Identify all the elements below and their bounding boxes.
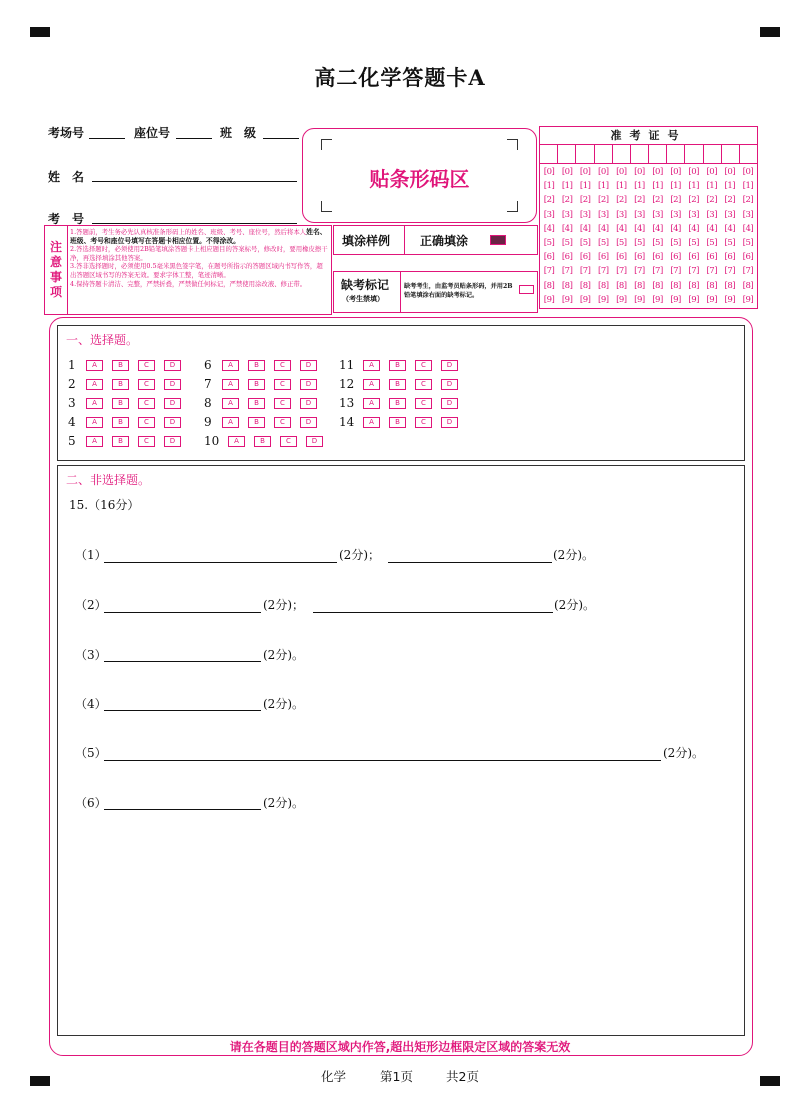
choice-question (68, 414, 190, 430)
ticket-digit-bubble[interactable]: [7] (561, 266, 573, 277)
ticket-digit-bubble[interactable]: [3] (652, 209, 663, 220)
ticket-digit-bubble[interactable]: [1] (616, 181, 627, 192)
option-bubble[interactable]: B (248, 417, 265, 428)
ticket-digit-row (540, 165, 757, 179)
choice-question (68, 433, 190, 449)
part-6-answer[interactable] (104, 809, 261, 810)
ticket-digit-bubble[interactable]: [4] (724, 223, 736, 234)
option-bubble[interactable]: C (138, 379, 155, 390)
ticket-digit-bubble[interactable]: [2] (742, 195, 754, 206)
option-bubble[interactable]: B (254, 436, 271, 447)
ticket-digit-bubble[interactable]: [1] (543, 181, 555, 192)
question-number: 11 (339, 358, 355, 372)
ticket-digit-bubble[interactable]: [5] (561, 237, 573, 248)
ticket-number-grid (539, 126, 758, 309)
question-number: 2 (68, 377, 76, 391)
option-bubble[interactable]: D (441, 360, 458, 371)
ticket-digit-bubble[interactable]: [0] (598, 167, 609, 177)
ticket-digit-bubble[interactable]: [2] (561, 195, 573, 206)
ticket-digit-bubble[interactable]: [9] (742, 294, 754, 305)
option-bubble[interactable]: D (441, 379, 458, 390)
ticket-digit-bubble[interactable]: [0] (670, 167, 681, 177)
ticket-digit-bubble[interactable]: [5] (598, 237, 609, 248)
option-bubble[interactable]: C (138, 417, 155, 428)
ticket-digit-bubble[interactable]: [7] (670, 266, 681, 277)
ticket-digit-bubble[interactable]: [5] (670, 237, 681, 248)
ticket-digit-bubble[interactable]: [1] (598, 181, 609, 192)
section-2-title: 二、非选择题。 (66, 473, 151, 487)
footer-subject: 化学 (321, 1069, 347, 1084)
option-bubble[interactable]: C (274, 379, 291, 390)
question-number: 4 (68, 415, 76, 429)
ticket-digit-row (540, 222, 757, 236)
question-number: 8 (204, 396, 212, 410)
seat-field[interactable] (176, 138, 212, 139)
choice-question (339, 357, 467, 373)
part-3-label: （3） (75, 648, 107, 662)
ticket-digit-bubble[interactable]: [4] (670, 223, 681, 234)
ticket-digit-bubble[interactable]: [6] (670, 252, 681, 263)
notice-label-char: 意 (49, 255, 62, 269)
ticket-digit-bubble[interactable]: [0] (706, 167, 718, 177)
ticket-digit-bubble[interactable]: [6] (543, 252, 555, 263)
ticket-digit-bubble[interactable]: [1] (688, 181, 699, 192)
ticket-digit-bubble[interactable]: [6] (724, 252, 736, 263)
corner-mark-tr (507, 139, 518, 150)
ticket-digit-bubble[interactable]: [9] (579, 294, 591, 305)
ticket-digit-bubble[interactable]: [4] (561, 223, 573, 234)
ticket-digit-bubble[interactable]: [4] (652, 223, 663, 234)
footer-page-number: 第1页 (380, 1069, 413, 1084)
ticket-digit-bubble[interactable]: [1] (670, 181, 681, 192)
exam-room-field[interactable] (89, 138, 125, 139)
ticket-digit-bubble[interactable]: [9] (724, 294, 736, 305)
ticket-digit-bubble[interactable]: [4] (706, 223, 718, 234)
ticket-digit-bubble[interactable]: [2] (670, 195, 681, 206)
choice-question (339, 376, 467, 392)
ticket-digit-bubble[interactable]: [2] (616, 195, 627, 206)
fill-sample-box (333, 225, 538, 255)
class-field[interactable] (263, 138, 299, 139)
question-number: 9 (204, 415, 212, 429)
ticket-digit-bubble[interactable]: [2] (598, 195, 609, 206)
ticket-digit-bubble[interactable]: [0] (688, 167, 699, 177)
ticket-digit-bubble[interactable]: [5] (634, 237, 645, 248)
ticket-digit-bubble[interactable]: [1] (652, 181, 663, 192)
barcode-area-label: 贴条形码区 (369, 167, 470, 191)
ticket-digit-bubble[interactable]: [8] (724, 280, 736, 291)
ticket-digit-bubble[interactable]: [4] (634, 223, 645, 234)
correct-fill-example (490, 235, 506, 245)
question-number: 5 (68, 434, 76, 448)
ticket-digit-bubble[interactable]: [1] (724, 181, 736, 192)
corner-mark-bl (321, 201, 332, 212)
notice-item-1: 1.答题前，考生务必先认真核准条形码上的姓名、班级、考号、座位号，然后将本人 (70, 228, 307, 236)
part-5-answer[interactable] (104, 760, 661, 761)
part-2-score-a: (2分)； (263, 598, 304, 612)
ticket-digit-bubble[interactable]: [4] (543, 223, 555, 234)
ticket-digit-row (540, 193, 757, 207)
option-bubble[interactable]: D (300, 417, 317, 428)
ticket-digit-bubble[interactable]: [6] (616, 252, 627, 263)
part-3-score: (2分)。 (263, 648, 304, 662)
choice-question (204, 357, 326, 373)
ticket-digit-bubble[interactable]: [5] (706, 237, 718, 248)
ticket-digit-bubble[interactable]: [8] (706, 280, 718, 291)
ticket-digit-bubble[interactable]: [9] (616, 294, 627, 305)
ticket-digit-bubble[interactable]: [2] (634, 195, 645, 206)
ticket-digit-bubble[interactable]: [6] (652, 252, 663, 263)
option-bubble[interactable]: C (138, 360, 155, 371)
option-bubble[interactable]: D (164, 379, 181, 390)
ticket-digit-bubble[interactable]: [5] (724, 237, 736, 248)
option-bubble[interactable]: B (112, 379, 129, 390)
ticket-digit-bubble[interactable]: [3] (634, 209, 645, 220)
ticket-digit-bubble[interactable]: [6] (634, 252, 645, 263)
ticket-digit-bubble[interactable]: [3] (561, 209, 573, 220)
option-bubble[interactable]: C (415, 398, 432, 409)
ticket-digit-bubble[interactable]: [7] (634, 266, 645, 277)
part-2-label: （2） (75, 598, 107, 612)
choice-question (339, 395, 467, 411)
notice-box (44, 225, 332, 315)
option-bubble[interactable]: D (300, 360, 317, 371)
corner-mark-tl (321, 139, 332, 150)
option-bubble[interactable]: B (389, 417, 406, 428)
ticket-digit-bubble[interactable]: [0] (579, 167, 591, 177)
part-2-answer-a[interactable] (104, 612, 261, 613)
absent-mark-checkbox[interactable] (519, 285, 534, 294)
part-4-label: （4） (75, 697, 107, 711)
option-bubble[interactable]: B (248, 360, 265, 371)
ticket-digit-bubble[interactable]: [2] (652, 195, 663, 206)
multiple-choice-section (57, 325, 745, 461)
registration-mark-bottom-right (760, 1076, 780, 1086)
choice-question (68, 376, 190, 392)
option-bubble[interactable]: A (363, 379, 380, 390)
part-5-label: （5） (75, 746, 107, 760)
ticket-digit-bubble[interactable]: [9] (598, 294, 609, 305)
absent-mark-box (333, 271, 538, 313)
ticket-digit-bubble[interactable]: [9] (543, 294, 555, 305)
question-number: 13 (339, 396, 355, 410)
ticket-digit-bubble[interactable]: [8] (634, 280, 645, 291)
ticket-digit-bubble[interactable]: [9] (688, 294, 699, 305)
ticket-digit-bubble[interactable]: [8] (616, 280, 627, 291)
ticket-digit-bubble[interactable]: [7] (616, 266, 627, 277)
choice-question (204, 433, 332, 449)
choice-question (339, 414, 467, 430)
name-field[interactable] (92, 181, 297, 182)
ticket-digit-bubble[interactable]: [6] (688, 252, 699, 263)
ticket-digit-bubble[interactable]: [8] (579, 280, 591, 291)
option-bubble[interactable]: B (112, 360, 129, 371)
part-6-score: (2分)。 (263, 796, 304, 810)
ticket-digit-bubble[interactable]: [3] (579, 209, 591, 220)
option-bubble[interactable]: A (363, 398, 380, 409)
registration-mark-top-left (30, 27, 50, 37)
ticket-digit-bubble[interactable]: [2] (724, 195, 736, 206)
notice-text (70, 228, 328, 288)
ticket-digit-bubble[interactable]: [3] (724, 209, 736, 220)
part-3-answer[interactable] (104, 661, 261, 662)
notice-label (45, 226, 68, 314)
option-bubble[interactable]: D (306, 436, 323, 447)
option-bubble[interactable]: D (164, 417, 181, 428)
ticket-digit-bubble[interactable]: [0] (724, 167, 736, 177)
ticket-digit-bubble[interactable]: [8] (670, 280, 681, 291)
question-number: 12 (339, 377, 355, 391)
option-bubble[interactable]: B (248, 398, 265, 409)
ticket-digit-bubble[interactable]: [2] (688, 195, 699, 206)
option-bubble[interactable]: A (222, 417, 239, 428)
option-bubble[interactable]: B (112, 417, 129, 428)
footer-total-pages: 共2页 (446, 1069, 479, 1084)
option-bubble[interactable]: C (415, 379, 432, 390)
ticket-digit-bubble[interactable]: [5] (543, 237, 555, 248)
ticket-digit-bubble[interactable]: [0] (616, 167, 627, 177)
ticket-digit-bubble[interactable]: [8] (543, 280, 555, 291)
option-bubble[interactable]: C (280, 436, 297, 447)
ticket-digit-bubble[interactable]: [7] (688, 266, 699, 277)
option-bubble[interactable]: A (86, 360, 103, 371)
ticket-digit-bubble[interactable]: [3] (598, 209, 609, 220)
part-6-label: （6） (75, 796, 107, 810)
question-number: 3 (68, 396, 76, 410)
ticket-digit-bubble[interactable]: [7] (742, 266, 754, 277)
ticket-digit-row (540, 208, 757, 222)
ticket-digit-bubble[interactable]: [6] (561, 252, 573, 263)
ticket-digit-bubbles[interactable] (540, 165, 757, 307)
non-choice-section (57, 465, 745, 1036)
ticket-digit-row (540, 250, 757, 264)
ticket-digit-row (540, 236, 757, 250)
option-bubble[interactable]: A (222, 379, 239, 390)
option-bubble[interactable]: A (222, 398, 239, 409)
notice-item-1-bold: 姓名、班级、考号和座位号填写在答题卡相应位置。不得涂改。 (70, 228, 327, 245)
ticket-digit-bubble[interactable]: [7] (543, 266, 555, 277)
part-4-answer[interactable] (104, 710, 261, 711)
choice-question (204, 376, 326, 392)
ticket-digit-bubble[interactable]: [1] (634, 181, 645, 192)
part-5-score: (2分)。 (663, 746, 704, 760)
ticket-digit-bubble[interactable]: [3] (543, 209, 555, 220)
class-label: 班 级 (220, 126, 257, 140)
exam-room-label: 考场号 (48, 126, 85, 140)
barcode-area (302, 128, 537, 223)
fill-sample-label: 填涂样例 (342, 234, 391, 248)
exam-no-field[interactable] (92, 223, 297, 224)
option-bubble[interactable]: C (138, 398, 155, 409)
option-bubble[interactable]: D (441, 398, 458, 409)
notice-label-char: 注 (49, 240, 62, 254)
ticket-number-input-cells[interactable] (540, 145, 757, 164)
ticket-digit-bubble[interactable]: [1] (579, 181, 591, 192)
answer-area-warning: 请在各题目的答题区域内作答,超出矩形边框限定区域的答案无效 (229, 1040, 571, 1054)
ticket-digit-bubble[interactable]: [5] (688, 237, 699, 248)
ticket-digit-bubble[interactable]: [9] (652, 294, 663, 305)
section-1-title: 一、选择题。 (66, 333, 139, 347)
ticket-digit-row (540, 293, 757, 307)
option-bubble[interactable]: C (274, 398, 291, 409)
ticket-digit-bubble[interactable]: [7] (652, 266, 663, 277)
option-bubble[interactable]: C (138, 436, 155, 447)
ticket-digit-bubble[interactable]: [1] (561, 181, 573, 192)
ticket-digit-bubble[interactable]: [0] (742, 167, 754, 177)
part-2-score-b: (2分)。 (554, 598, 595, 612)
option-bubble[interactable]: B (248, 379, 265, 390)
ticket-digit-bubble[interactable]: [8] (742, 280, 754, 291)
choice-question (68, 357, 190, 373)
absent-mark-label: 缺考标记 (341, 278, 390, 292)
ticket-digit-bubble[interactable]: [6] (742, 252, 754, 263)
ticket-digit-bubble[interactable]: [0] (543, 167, 555, 177)
question-number: 7 (204, 377, 212, 391)
part-1-score-a: (2分)； (339, 548, 380, 562)
ticket-digit-bubble[interactable]: [6] (579, 252, 591, 263)
ticket-digit-bubble[interactable]: [5] (652, 237, 663, 248)
name-label: 姓 名 (48, 170, 85, 184)
ticket-digit-bubble[interactable]: [0] (652, 167, 663, 177)
option-bubble[interactable]: C (415, 360, 432, 371)
ticket-digit-bubble[interactable]: [9] (706, 294, 718, 305)
ticket-digit-bubble[interactable]: [5] (616, 237, 627, 248)
part-1-answer-a[interactable] (104, 562, 337, 563)
ticket-digit-bubble[interactable]: [4] (616, 223, 627, 234)
ticket-digit-bubble[interactable]: [5] (742, 237, 754, 248)
registration-mark-bottom-left (30, 1076, 50, 1086)
ticket-digit-bubble[interactable]: [2] (579, 195, 591, 206)
notice-item-2: 2.答选择题时，必须使用2B铅笔填涂答题卡上相应题目的答案标号，修改时，要用橡皮擦干净，再选择填涂其他答案。 (70, 245, 328, 262)
seat-label: 座位号 (134, 126, 171, 140)
ticket-digit-bubble[interactable]: [9] (670, 294, 681, 305)
option-bubble[interactable]: B (389, 398, 406, 409)
ticket-digit-bubble[interactable]: [0] (634, 167, 645, 177)
notice-label-char: 事 (49, 270, 62, 284)
ticket-number-title: 准考证号 (540, 127, 757, 145)
ticket-digit-bubble[interactable]: [8] (688, 280, 699, 291)
ticket-digit-bubble[interactable]: [8] (652, 280, 663, 291)
option-bubble[interactable]: C (274, 360, 291, 371)
part-2-answer-b[interactable] (313, 612, 553, 613)
ticket-digit-bubble[interactable]: [3] (670, 209, 681, 220)
question-number: 14 (339, 415, 355, 429)
option-bubble[interactable]: D (441, 417, 458, 428)
ticket-digit-bubble[interactable]: [2] (706, 195, 718, 206)
ticket-digit-bubble[interactable]: [2] (543, 195, 555, 206)
exam-no-label: 考 号 (48, 212, 85, 226)
absent-mark-sublabel: （考生禁填） (342, 294, 384, 303)
ticket-digit-bubble[interactable]: [7] (579, 266, 591, 277)
option-bubble[interactable]: A (222, 360, 239, 371)
question-number: 1 (68, 358, 76, 372)
option-bubble[interactable]: A (86, 398, 103, 409)
page-title: 高二化学答题卡A (314, 65, 486, 90)
option-bubble[interactable]: A (363, 360, 380, 371)
option-bubble[interactable]: B (389, 379, 406, 390)
ticket-digit-bubble[interactable]: [7] (724, 266, 736, 277)
question-number: 6 (204, 358, 212, 372)
ticket-digit-bubble[interactable]: [7] (598, 266, 609, 277)
ticket-digit-bubble[interactable]: [0] (561, 167, 573, 177)
ticket-digit-bubble[interactable]: [3] (688, 209, 699, 220)
absent-mark-description: 缺考考生，由监考员贴条形码，并用2B铅笔填涂右面的缺考标记。 (404, 283, 513, 299)
corner-mark-br (507, 201, 518, 212)
ticket-digit-bubble[interactable]: [4] (688, 223, 699, 234)
option-bubble[interactable]: D (164, 360, 181, 371)
question-number: 10 (204, 434, 220, 448)
option-bubble[interactable]: A (86, 436, 103, 447)
ticket-digit-row (540, 179, 757, 193)
ticket-digit-bubble[interactable]: [6] (706, 252, 718, 263)
ticket-digit-bubble[interactable]: [9] (634, 294, 645, 305)
part-1-score-b: (2分)。 (553, 548, 594, 562)
part-4-score: (2分)。 (263, 697, 304, 711)
ticket-digit-bubble[interactable]: [1] (742, 181, 754, 192)
ticket-digit-bubble[interactable]: [3] (742, 209, 754, 220)
option-bubble[interactable]: B (112, 436, 129, 447)
option-bubble[interactable]: D (164, 436, 181, 447)
ticket-digit-row (540, 279, 757, 293)
ticket-digit-bubble[interactable]: [7] (706, 266, 718, 277)
correct-fill-label: 正确填涂 (420, 234, 469, 248)
part-1-answer-b[interactable] (388, 562, 552, 563)
ticket-digit-row (540, 264, 757, 278)
ticket-digit-bubble[interactable]: [4] (579, 223, 591, 234)
option-bubble[interactable]: C (274, 417, 291, 428)
ticket-digit-bubble[interactable]: [4] (742, 223, 754, 234)
option-bubble[interactable]: A (363, 417, 380, 428)
option-bubble[interactable]: B (389, 360, 406, 371)
choice-question (68, 395, 190, 411)
ticket-digit-bubble[interactable]: [4] (598, 223, 609, 234)
option-bubble[interactable]: D (300, 398, 317, 409)
option-bubble[interactable]: A (228, 436, 245, 447)
notice-label-char: 项 (49, 285, 62, 299)
ticket-digit-bubble[interactable]: [3] (706, 209, 718, 220)
notice-item-4: 4.保持答题卡清洁、完整，严禁折叠，严禁做任何标记，严禁使用涂改液、修正带。 (70, 279, 307, 288)
ticket-digit-bubble[interactable]: [3] (616, 209, 627, 220)
option-bubble[interactable]: A (86, 417, 103, 428)
option-bubble[interactable]: D (164, 398, 181, 409)
option-bubble[interactable]: A (86, 379, 103, 390)
part-1-label: （1） (75, 548, 107, 562)
ticket-digit-bubble[interactable]: [9] (561, 294, 573, 305)
question-15-title: 15.（16分） (69, 498, 140, 512)
notice-item-3: 3.答非选择题时，必须使用0.5毫米黑色签字笔，在题号所指示的答题区域内书写作答，超出答题区域书写的答案无效。要求字体工整，笔迹清晰。 (70, 262, 323, 279)
ticket-digit-bubble[interactable]: [8] (598, 280, 609, 291)
ticket-digit-bubble[interactable]: [5] (579, 237, 591, 248)
option-bubble[interactable]: B (112, 398, 129, 409)
option-bubble[interactable]: D (300, 379, 317, 390)
ticket-digit-bubble[interactable]: [6] (598, 252, 609, 263)
choice-question (204, 395, 326, 411)
ticket-digit-bubble[interactable]: [1] (706, 181, 718, 192)
option-bubble[interactable]: C (415, 417, 432, 428)
choice-question (204, 414, 326, 430)
ticket-digit-bubble[interactable]: [8] (561, 280, 573, 291)
registration-mark-top-right (760, 27, 780, 37)
